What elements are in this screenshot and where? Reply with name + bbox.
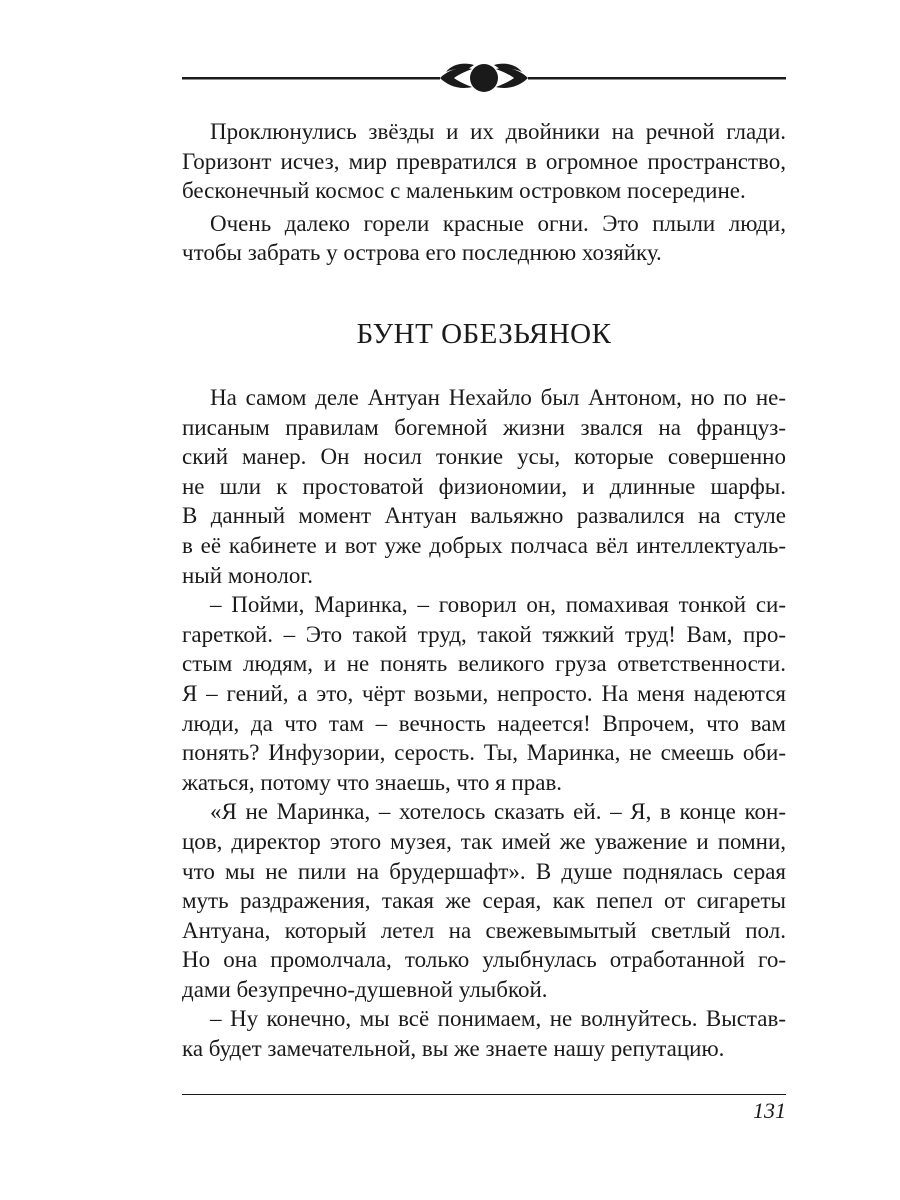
text-line: люди, да что там – вечность надеется! Впрочем, что вам [182, 710, 786, 736]
text-line: Антуана, который летел на свежевымытый светлый пол. [182, 917, 786, 943]
page-number: 131 [753, 1098, 786, 1123]
text-line: Горизонт исчез, мир превратился в огромное пространство, [182, 148, 786, 174]
paragraph [182, 117, 786, 147]
text-line: стым людям, и не понять великого груза ответственности. [182, 651, 786, 677]
text-line: – Ну конечно, мы всё понимаем, не волнуйтесь. Выстав- [210, 1006, 786, 1032]
text-line: ный монолог. [182, 562, 313, 588]
paragraph [182, 209, 786, 239]
text-line: цов, директор этого музея, так имей же уважение и помни, [182, 828, 786, 854]
section-two-text [182, 383, 786, 1064]
text-line: Но она промолчала, только улыбнулась отработанной го- [182, 947, 786, 973]
text-line: бесконечный космос с маленьким островком посередине. [182, 178, 746, 204]
text-line: понять? Инфузории, серость. Ты, Маринка, не смеешь оби- [182, 740, 786, 766]
paragraph [182, 590, 786, 620]
paragraph-continuation [182, 1034, 786, 1064]
paragraph-continuation [182, 147, 786, 206]
text-line: что мы не пили на брудершафт». В душе поднялась серая [182, 858, 786, 884]
text-line: – Пойми, Маринка, – говорил он, помахивая тонкой си- [210, 592, 786, 618]
text-line: «Я не Маринка, – хотелось сказать ей. – Я, в конце кон- [210, 799, 786, 825]
text-line: чтобы забрать у острова его последнюю хозяйку. [182, 240, 662, 266]
text-line: жаться, потому что знаешь, что я прав. [182, 769, 563, 795]
text-line: Очень далеко горели красные огни. Это плыли люди, [210, 210, 786, 236]
chapter-title: БУНТ ОБЕЗЬЯНОК [356, 318, 612, 350]
text-line: ка будет замечательной, вы же знаете нашу репутацию. [182, 1036, 725, 1062]
paragraph [182, 1004, 786, 1034]
header-ornament-icon [182, 60, 786, 100]
text-line: Я – гений, а это, чёрт возьми, непросто. На меня надеются [182, 680, 786, 706]
text-line: муть раздражения, такая же серая, как пепел от сигареты [182, 888, 786, 914]
paragraph-continuation [182, 620, 786, 798]
text-line: писаным правилам богемной жизни звался на француз- [182, 414, 786, 440]
text-line: гареткой. – Это такой труд, такой тяжкий труд! Вам, про- [182, 621, 786, 647]
section-one-text [182, 117, 786, 268]
text-line: дами безупречно-душевной улыбкой. [182, 976, 548, 1002]
paragraph [182, 383, 786, 413]
text-line: в её кабинете и вот уже добрых полчаса вёл интеллектуаль- [182, 532, 786, 558]
paragraph-continuation [182, 827, 786, 1005]
text-line: ский манер. Он носил тонкие усы, которые совершенно [182, 444, 786, 470]
text-line: В данный момент Антуан вальяжно развалился на стуле [182, 503, 786, 529]
footer-rule [182, 1094, 786, 1095]
text-line: не шли к простоватой физиономии, и длинные шарфы. [182, 473, 786, 499]
paragraph [182, 797, 786, 827]
paragraph-continuation [182, 413, 786, 591]
text-line: Проклюнулись звёзды и их двойники на речной глади. [210, 119, 786, 144]
text-line: На самом деле Антуан Нехайло был Антоном, но по не- [210, 385, 786, 410]
paragraph-continuation [182, 238, 786, 268]
